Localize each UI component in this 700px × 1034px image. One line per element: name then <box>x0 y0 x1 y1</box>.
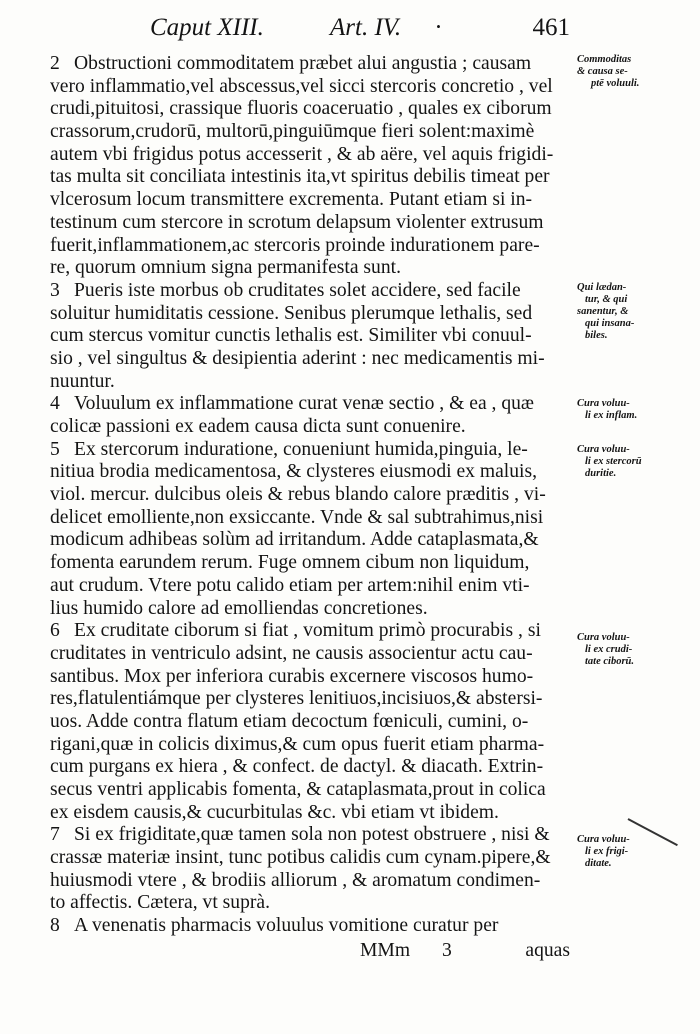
body-text <box>50 53 572 938</box>
paragraph-number: 6 <box>50 620 60 642</box>
text-line: colicæ passioni ex eadem causa dicta sunt conuenire. <box>50 416 466 437</box>
text-line: aut crudum. Vtere potu calido etiam per artem:nihil enim vti- <box>50 574 530 596</box>
text-line: tas multa sit conciliata intestinis ita,vt spiritus debilis timeat per <box>50 166 550 188</box>
margin-note: Commoditas & causa se- ptē voluuli. <box>577 54 640 89</box>
text-line: cum purgans ex hiera , & confect. de dactyl. & diacath. Extrin- <box>50 756 544 778</box>
text-line: re, quorum omnium signa permanifesta sunt. <box>50 257 401 279</box>
text-line: nuuntur. <box>50 370 115 392</box>
text-line: modicum adhibeas solùm ad irritandum. Adde cataplasmata,& <box>50 529 539 551</box>
text-line: res,flatulentiámque per clysteres lenitiuos,incisiuos,& abstersi- <box>50 688 543 710</box>
text-line: uos. Adde contra flatum etiam decoctum fœniculi, cumini, o- <box>50 710 529 732</box>
text-line: to affectis. Cætera, vt suprà. <box>50 892 271 914</box>
text-line: cruditates in ventriculo adsint, ne causis associentur actu cau- <box>50 642 533 664</box>
text-line: secus ventri applicabis fomenta, & cataplasmata,prout in colica <box>50 779 546 800</box>
text-line: 5 Ex stercorum induratione, conueniunt humida,pinguia, le- <box>50 438 528 460</box>
margin-note: Cura voluu- li ex frigi- ditate. <box>577 834 630 869</box>
text-line: viol. mercur. dulcibus oleis & rebus blando calore præditis , vi- <box>50 484 546 506</box>
text-line: huiusmodi vtere , & brodiis alliorum , & aromatum condimen- <box>50 869 541 891</box>
margin-note: Cura voluu- li ex crudi- tate ciborū. <box>577 632 634 667</box>
text-line: crassæ materiæ insint, tunc potibus calidis cum cynam.pipere,& <box>50 847 551 869</box>
text-line: vlcerosum locum transmittere excrementa. Putant etiam si in- <box>50 189 533 211</box>
text-line: 4 Voluulum ex inflammatione curat venæ sectio , & ea , quæ <box>50 393 534 415</box>
margin-note: Cura voluu- li ex inflam. <box>577 398 638 421</box>
text-line: ex eisdem causis,& cucurbitulas &c. vbi etiam vt ibidem. <box>50 801 499 823</box>
text-line: 7 Si ex frigiditate,quæ tamen sola non potest obstruere , nisi & <box>50 824 550 846</box>
margin-note: Cura voluu- li ex stercorū duritie. <box>577 444 642 479</box>
paragraph-number: 7 <box>50 824 60 846</box>
text-line: autem vbi frigidus potus accesserit , & ab aëre, vel aquis frigidi- <box>50 143 554 165</box>
text-line: soluitur humiditatis cessione. Senibus plerumque lethalis, sed <box>50 302 533 324</box>
text-line: crudi,pituitosi, crassique fluoris coaceruatio , quales ex ciborum <box>50 98 552 120</box>
text-line: santibus. Mox per inferiora curabis excernere viscosos humo- <box>50 665 534 687</box>
article-heading: Art. IV. <box>330 14 402 41</box>
text-line: vero inflammatio,vel abscessus,vel sicci stercoris concretio , vel <box>50 75 553 97</box>
text-line: delicet emolliente,non exsiccante. Vnde & sal subtrahimus,nisi <box>50 506 544 528</box>
running-header <box>150 14 570 48</box>
text-line: 2 Obstructioni commoditatem præbet alui angustia ; causam <box>50 53 532 74</box>
text-line: sio , vel singultus & desipientia aderint : nec medicamentis mi- <box>50 347 545 369</box>
signature-number: 3 <box>442 940 452 961</box>
catchword: aquas <box>525 940 570 961</box>
paragraph-number: 4 <box>50 393 60 415</box>
margin-note: Qui lædan- tur, & qui sanentur, & qui insana- biles. <box>577 282 635 341</box>
text-line: crassorum,crudorū, multorū,pinguiūmque fieri solent:maximè <box>50 121 535 143</box>
paragraph-number: 2 <box>50 53 60 74</box>
paragraph-number: 5 <box>50 438 60 460</box>
paragraph-number: 3 <box>50 279 60 301</box>
text-line: 8 A venenatis pharmacis voluulus vomitione curatur per <box>50 915 499 937</box>
text-line: nitiua brodia medicamentosa, & clysteres eiusmodi ex maluis, <box>50 461 538 483</box>
chapter-heading: Caput XIII. <box>150 14 264 41</box>
text-line: fomenta earundem rerum. Fuge omnem cibum non liquidum, <box>50 552 530 574</box>
text-line: fuerit,inflammationem,ac stercoris proinde indurationem pare- <box>50 234 540 256</box>
page-footer <box>360 940 570 964</box>
text-line: lius humido calore ad emolliendas concretiones. <box>50 597 428 619</box>
text-line: rigani,quæ in colicis diximus,& cum opus fuerit etiam pharma- <box>50 733 545 755</box>
signature-mark: MMm <box>360 940 411 961</box>
header-dot: · <box>435 14 442 41</box>
text-line: 3 Pueris iste morbus ob cruditates solet accidere, sed facile <box>50 279 521 301</box>
paragraph-number: 8 <box>50 915 60 937</box>
text-line: testinum cum stercore in scrotum delapsum violenter extrusum <box>50 211 544 233</box>
page-number: 461 <box>532 14 570 41</box>
text-line: cum stercus vomitur cunctis lethalis est. Similiter vbi conuul- <box>50 325 532 347</box>
text-line: 6 Ex cruditate ciborum si fiat , vomitum primò procurabis , si <box>50 620 541 642</box>
